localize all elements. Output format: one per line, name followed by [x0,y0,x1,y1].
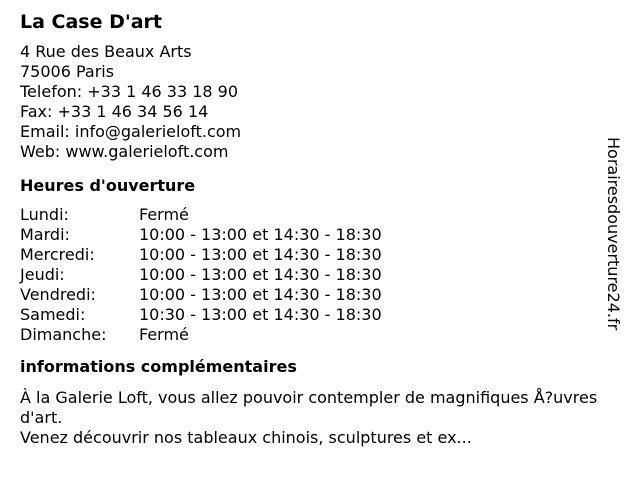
city-postcode: 75006 Paris [20,62,115,81]
hours-row-thursday [20,265,610,285]
day-hours: 10:00 - 13:00 et 14:30 - 18:30 [139,245,382,264]
day-label: Mercredi: [20,245,95,264]
fax-number: Fax: +33 1 46 34 56 14 [20,102,209,121]
hours-row-monday [20,205,610,225]
day-label: Jeudi: [20,265,65,284]
day-label: Lundi: [20,205,69,224]
opening-hours-heading: Heures d'ouverture [20,176,196,195]
opening-hours-table [20,205,610,345]
business-name: La Case D'art [20,11,162,33]
additional-info-text [20,388,620,448]
site-watermark: Horairesdouverture24.fr [604,137,623,331]
street-address: 4 Rue des Beaux Arts [20,42,192,61]
hours-row-wednesday [20,245,610,265]
day-label: Vendredi: [20,285,96,304]
day-label: Mardi: [20,225,70,244]
day-hours: 10:00 - 13:00 et 14:30 - 18:30 [139,225,382,244]
day-hours: 10:00 - 13:00 et 14:30 - 18:30 [139,285,382,304]
day-hours: 10:30 - 13:00 et 14:30 - 18:30 [139,305,382,324]
info-paragraph: Venez découvrir nos tableaux chinois, sculptures et ex... [20,428,472,447]
day-hours: 10:00 - 13:00 et 14:30 - 18:30 [139,265,382,284]
additional-info-heading: informations complémentaires [20,357,297,376]
day-hours: Fermé [139,205,189,224]
hours-row-tuesday [20,225,610,245]
email-address: Email: info@galerieloft.com [20,122,242,141]
phone-number: Telefon: +33 1 46 33 18 90 [20,82,239,101]
hours-row-saturday [20,305,610,325]
hours-row-friday [20,285,610,305]
day-label: Samedi: [20,305,86,324]
info-paragraph: À la Galerie Loft, vous allez pouvoir contempler de magnifiques Å?uvres d'art. [20,388,598,427]
hours-row-sunday [20,325,610,345]
website-address: Web: www.galerieloft.com [20,142,229,161]
day-label: Dimanche: [20,325,107,344]
day-hours: Fermé [139,325,189,344]
contact-block [20,42,610,162]
business-info [20,10,610,448]
